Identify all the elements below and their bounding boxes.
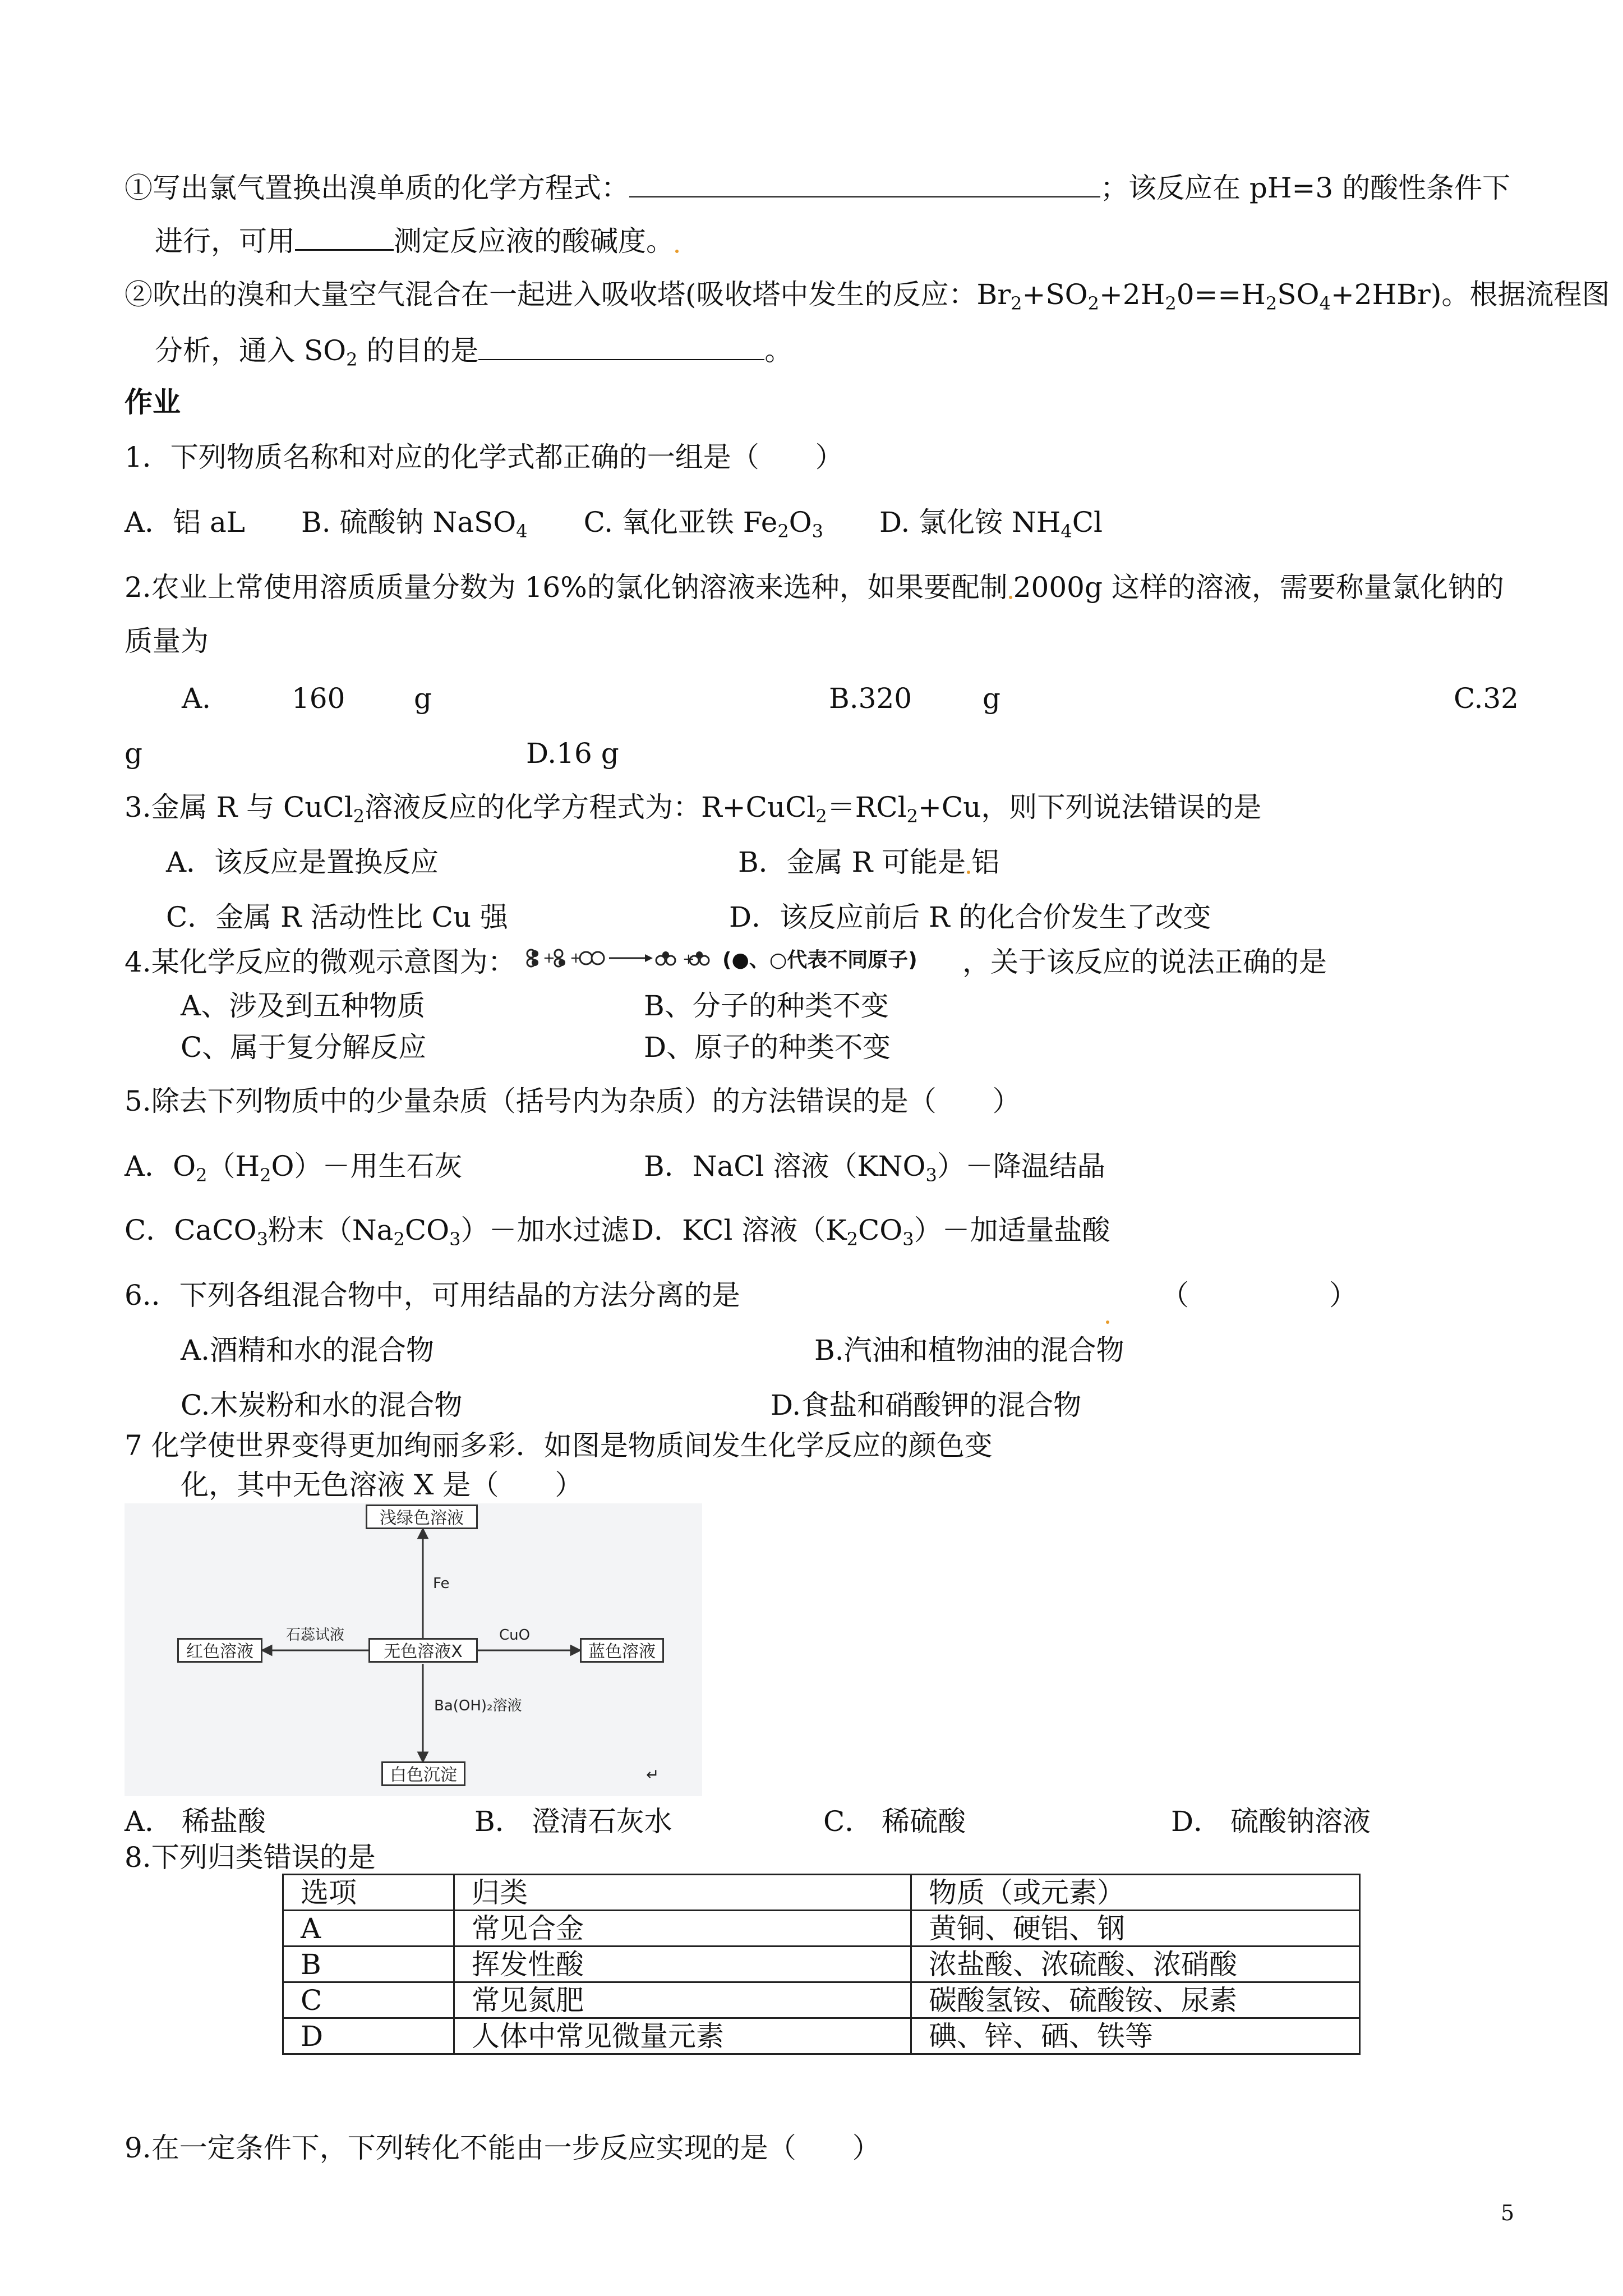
option-b: B.汽油和植物油的混合物 xyxy=(814,1334,1124,1366)
node-center: 无色溶液X xyxy=(368,1638,478,1663)
table-cell: C xyxy=(283,1982,454,2018)
table-row xyxy=(283,1911,1360,1947)
table-cell: 常见氮肥 xyxy=(454,1982,911,2018)
option-d: D.食盐和硝酸钾的混合物 xyxy=(771,1389,1082,1421)
ink-dot-mark xyxy=(1105,1298,1110,1326)
option-a: A. xyxy=(182,682,211,715)
question-stem: 2.农业上常使用溶质质量分数为 16%的氯化钠溶液来选种，如果要配制 2000g 这样的溶液，需要称量氯化钠的 xyxy=(125,571,1504,604)
ink-dot xyxy=(1009,596,1012,599)
header-cell: 归类 xyxy=(454,1875,911,1911)
table-cell: 黄铜、硬铝、钢 xyxy=(911,1911,1360,1947)
micro-legend: (●、○代表不同原子) xyxy=(722,949,917,972)
option-d: D、原子的种类不变 xyxy=(644,1031,891,1064)
question-stem: 1．下列物质名称和对应的化学式都正确的一组是（ ） xyxy=(125,441,843,473)
question-stem: 6.．下列各组混合物中，可用结晶的方法分离的是 xyxy=(125,1279,740,1312)
svg-text:+: + xyxy=(543,950,555,967)
question-stem: 9.在一定条件下，下列转化不能由一步反应实现的是（ ） xyxy=(125,2132,880,2164)
node-left: 红色溶液 xyxy=(177,1638,262,1663)
node-bottom: 白色沉淀 xyxy=(381,1761,465,1786)
option-c: C．CaCO$_3$粉末$(Na_2CO_3)-$加水过滤 xyxy=(125,1214,629,1250)
table-cell: D xyxy=(283,2018,454,2054)
option-b: B．金属 R 可能是 铝 xyxy=(738,846,1000,878)
page-number: 5 xyxy=(1501,2201,1515,2225)
label-baoh2: Ba(OH)₂溶液 xyxy=(434,1697,522,1714)
table-cell: 碘、锌、硒、铁等 xyxy=(911,2018,1360,2054)
section-heading: 作业 xyxy=(125,386,181,418)
question-options: A．铝 aL B. 硫酸钠 NaSO$_4$ C. 氧化亚铁 $Fe_2O_3$ D. 氯化铵 $NH_4Cl$ xyxy=(125,506,1103,542)
table-row xyxy=(283,1947,1360,1982)
option-c: C、属于复分解反应 xyxy=(181,1031,427,1064)
table-cell: 挥发性酸 xyxy=(454,1947,911,1982)
option-a: A．该反应是置换反应 xyxy=(166,846,439,878)
question-line: ②吹出的溴和大量空气混合在一起进入吸收塔(吸收塔中发生的反应：$Br_2+SO_2+2H_20==H_2SO_4+2HBr$)。根据流程图 xyxy=(125,278,1610,314)
question-line: ①写出氯气置换出溴单质的化学方程式： ；该反应在 pH=3 的酸性条件下 xyxy=(125,172,1511,204)
question-stem: 质量为 xyxy=(125,625,209,657)
option-a-unit: g xyxy=(414,682,432,715)
question-stem: 7 化学使世界变得更加绚丽多彩．如图是物质间发生化学反应的颜色变 xyxy=(125,1429,993,1462)
label-litmus: 石蕊试液 xyxy=(286,1627,345,1644)
option-d: D． 硫酸钠溶液 xyxy=(1171,1805,1371,1838)
header-cell: 物质（或元素） xyxy=(911,1875,1360,1911)
option-c: C．金属 R 活动性比 Cu 强 xyxy=(166,901,508,933)
micro-reaction-diagram xyxy=(526,944,720,973)
answer-blank[interactable] xyxy=(478,334,764,360)
table-row xyxy=(283,1982,1360,2018)
option-a: A、涉及到五种物质 xyxy=(181,990,426,1022)
option-d: D.16 g xyxy=(526,737,619,770)
option-b-unit: g xyxy=(983,682,1001,715)
question-stem: 5.除去下列物质中的少量杂质（括号内为杂质）的方法错误的是（ ） xyxy=(125,1085,1021,1117)
option-a: A.酒精和水的混合物 xyxy=(181,1334,435,1366)
table-cell: 人体中常见微量元素 xyxy=(454,2018,911,2054)
option-d: D．KCl 溶液$(K_2CO_3)-$加适量盐酸 xyxy=(631,1214,1110,1250)
ink-dot xyxy=(967,871,970,874)
svg-text:+: + xyxy=(570,950,582,967)
question-stem: 化，其中无色溶液 X 是（ ） xyxy=(181,1469,583,1501)
table-cell: 浓盐酸、浓硫酸、浓硝酸 xyxy=(911,1947,1360,1982)
option-c: C.32 xyxy=(1454,682,1519,715)
ink-dot xyxy=(675,250,679,253)
option-b: B．NaCl 溶液$(KNO_3)-$降温结晶 xyxy=(644,1150,1105,1186)
option-a: A． 稀盐酸 xyxy=(125,1805,266,1838)
question-line: 分析，通入 $SO_2$ 的目的是 。 xyxy=(155,334,793,370)
answer-blank[interactable] xyxy=(295,224,394,251)
label-cuo: CuO xyxy=(499,1627,531,1644)
table-cell: 碳酸氢铵、硫酸铵、尿素 xyxy=(911,1982,1360,2018)
question-stem-tail: ，关于该反应的说法正确的是 xyxy=(962,946,1327,978)
table-cell: B xyxy=(283,1947,454,1982)
option-b: B、分子的种类不变 xyxy=(644,990,889,1022)
reaction-flow-diagram xyxy=(125,1503,702,1796)
ink-dot xyxy=(1106,1320,1109,1324)
header-cell: 选项 xyxy=(283,1875,454,1911)
table-cell: 常见合金 xyxy=(454,1911,911,1947)
option-c-unit: g xyxy=(125,737,143,770)
svg-text:+: + xyxy=(683,951,695,968)
return-mark: ↵ xyxy=(646,1765,660,1784)
answer-blank[interactable] xyxy=(629,172,1100,197)
question-stem: 4.某化学反应的微观示意图为： xyxy=(125,946,516,978)
table-header-row xyxy=(283,1875,1360,1911)
question-line: 进行，可用 测定反应液的酸碱度。 xyxy=(155,224,680,255)
option-b: B． 澄清石灰水 xyxy=(474,1805,672,1838)
node-top: 浅绿色溶液 xyxy=(366,1504,478,1529)
option-b: B.320 xyxy=(829,682,912,715)
option-a-value: 160 xyxy=(292,682,345,715)
question-stem: 3.金属 R 与 CuCl$_2$溶液反应的化学方程式为：R+CuCl$_2$＝RCl$_2$+Cu，则下列说法错误的是 xyxy=(125,791,1262,827)
option-c: C.木炭粉和水的混合物 xyxy=(181,1389,463,1421)
label-fe: Fe xyxy=(433,1575,450,1592)
node-right: 蓝色溶液 xyxy=(580,1638,664,1663)
question-stem: 8.下列归类错误的是 xyxy=(125,1841,376,1874)
answer-paren: （ ） xyxy=(1161,1279,1357,1312)
option-c: C． 稀硫酸 xyxy=(823,1805,966,1838)
classification-table xyxy=(282,1874,1361,2055)
table-row xyxy=(283,2018,1360,2054)
option-a: A．$O_2(H_2O)-$用生石灰 xyxy=(125,1150,463,1186)
option-d: D．该反应前后 R 的化合价发生了改变 xyxy=(729,901,1211,933)
table-cell: A xyxy=(283,1911,454,1947)
